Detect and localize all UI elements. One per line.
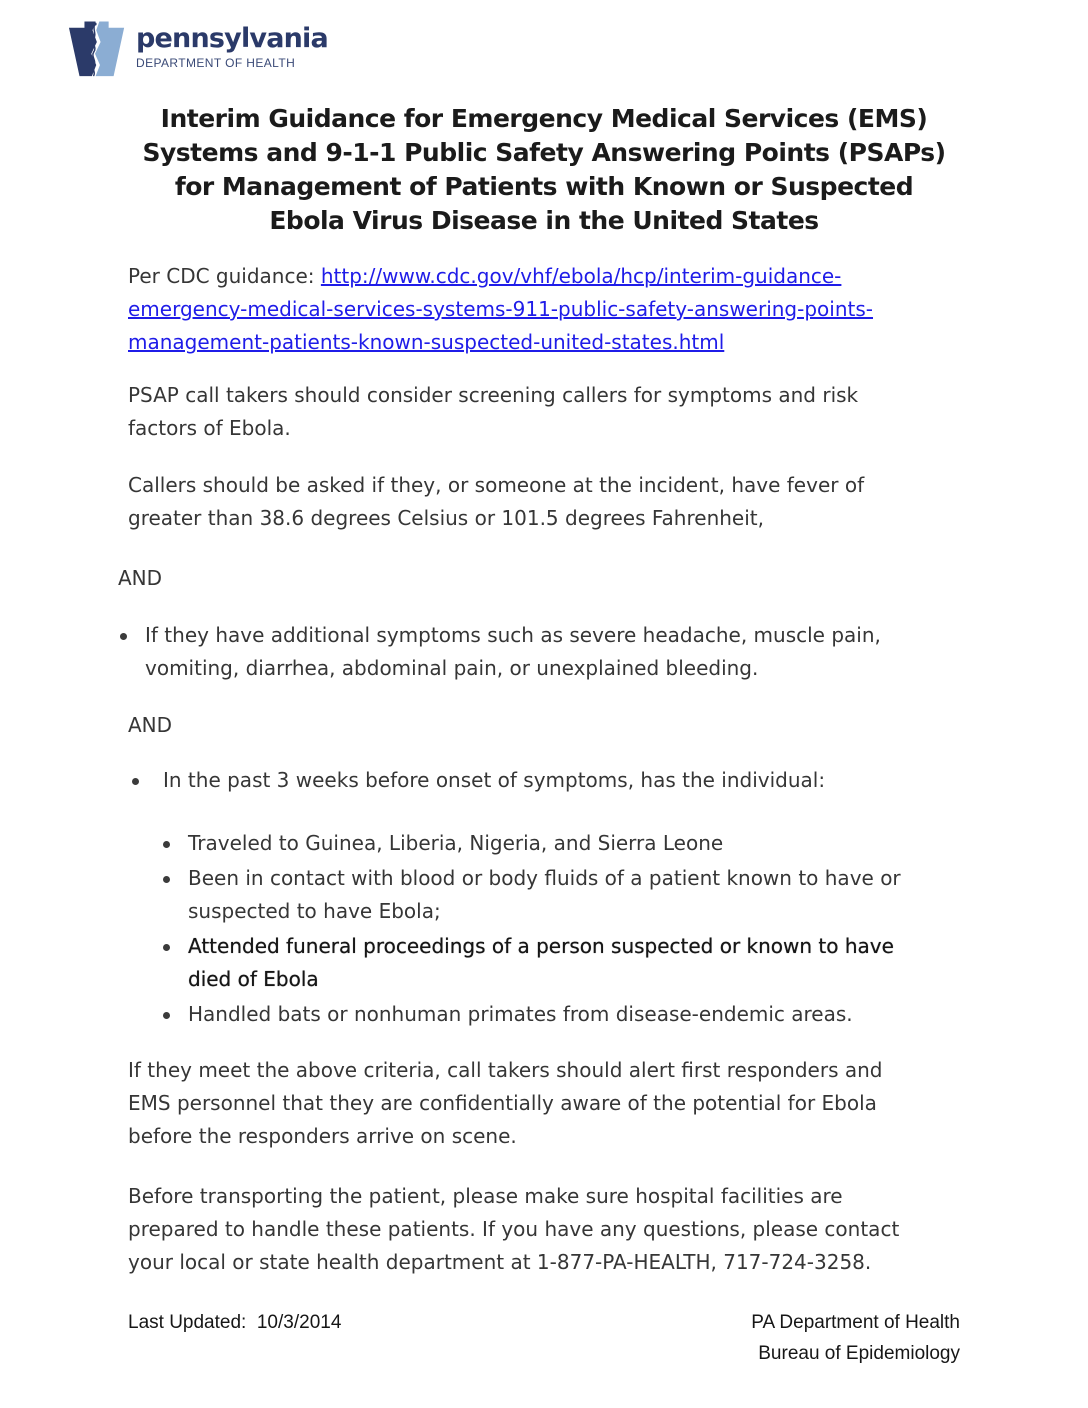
bullet-line: If they have additional symptoms such as severe headache, muscle pain, <box>145 623 881 647</box>
bullet-line: died of Ebola <box>188 967 319 991</box>
title-line: Systems and 9-1-1 Public Safety Answering Points (PSAPs) <box>142 138 946 167</box>
bullet-dot <box>163 876 170 883</box>
title-line: Interim Guidance for Emergency Medical Services (EMS) <box>160 104 928 133</box>
paragraph-line: PSAP call takers should consider screening callers for symptoms and risk <box>128 383 859 407</box>
cdc-guidance-line <box>128 260 960 293</box>
document-title <box>0 102 1088 238</box>
cdc-guidance-link[interactable]: management-patients-known-suspected-united-states.html <box>128 330 725 354</box>
footer-org-line: Bureau of Epidemiology <box>758 1343 960 1364</box>
bullet-line: Been in contact with blood or body fluids of a patient known to have or <box>188 866 901 890</box>
paragraph-line: Before transporting the patient, please make sure hospital facilities are <box>128 1184 843 1208</box>
last-updated-text: Last Updated: 10/3/2014 <box>128 1312 342 1333</box>
bullet-line: vomiting, diarrhea, abdominal pain, or unexplained bleeding. <box>145 656 759 680</box>
paragraph-line: EMS personnel that they are confidentially aware of the potential for Ebola <box>128 1091 877 1115</box>
logo-brand-text: pennsylvania <box>136 23 328 54</box>
paragraph-line: If they meet the above criteria, call takers should alert first responders and <box>128 1058 883 1082</box>
funeral-sub-bullet <box>163 930 960 996</box>
cdc-guidance-link[interactable]: emergency-medical-services-systems-911-public-safety-answering-points- <box>128 297 873 321</box>
fever-criteria-paragraph <box>128 469 960 535</box>
bullet-text <box>145 619 881 685</box>
bullet-text <box>188 930 894 996</box>
bullet-dot <box>163 1012 170 1019</box>
bullet-text <box>188 862 901 928</box>
paragraph-line: greater than 38.6 degrees Celsius or 101.5 degrees Fahrenheit, <box>128 506 764 530</box>
and-separator-1: AND <box>118 566 163 590</box>
symptoms-bullet-item <box>120 619 960 685</box>
bats-sub-bullet <box>163 998 960 1031</box>
paragraph-line: prepared to handle these patients. If you have any questions, please contact <box>128 1217 900 1241</box>
bullet-line: Traveled to Guinea, Liberia, Nigeria, and Sierra Leone <box>188 831 724 855</box>
page-footer <box>128 1307 960 1369</box>
bullet-line: Attended funeral proceedings of a person suspected or known to have <box>188 934 894 958</box>
psap-screening-paragraph <box>128 379 960 445</box>
alert-responders-paragraph <box>128 1054 960 1153</box>
cdc-guidance-paragraph <box>128 260 960 359</box>
bullet-dot <box>120 633 127 640</box>
keystone-caduceus-icon <box>64 16 126 86</box>
cdc-guidance-line <box>128 326 960 359</box>
bullet-dot <box>163 841 170 848</box>
title-line: Ebola Virus Disease in the United States <box>269 206 819 235</box>
document-body <box>118 260 960 1279</box>
paragraph-line: Callers should be asked if they, or someone at the incident, have fever of <box>128 473 865 497</box>
cdc-guidance-prefix: Per CDC guidance: <box>128 264 321 288</box>
logo-subtitle-text: DEPARTMENT OF HEALTH <box>136 56 296 70</box>
paragraph-line: before the responders arrive on scene. <box>128 1124 517 1148</box>
travel-sub-bullet <box>163 827 960 860</box>
pa-doh-logo <box>64 16 1088 86</box>
footer-org <box>751 1307 960 1369</box>
bullet-line: Handled bats or nonhuman primates from disease-endemic areas. <box>188 1002 853 1026</box>
exposure-history-bullet-item <box>132 764 960 797</box>
and-separator-2: AND <box>128 713 173 737</box>
footer-org-line: PA Department of Health <box>751 1312 960 1333</box>
bullet-line: suspected to have Ebola; <box>188 899 441 923</box>
bullet-text <box>163 764 825 797</box>
logo-wordmark <box>136 24 328 71</box>
paragraph-line: factors of Ebola. <box>128 416 291 440</box>
bullet-text <box>188 827 723 860</box>
bullet-line: In the past 3 weeks before onset of symptoms, has the individual: <box>163 768 826 792</box>
cdc-guidance-link[interactable]: http://www.cdc.gov/vhf/ebola/hcp/interim-guidance- <box>320 264 842 288</box>
title-line: for Management of Patients with Known or Suspected <box>174 172 914 201</box>
bullet-text <box>188 998 853 1031</box>
bullet-dot <box>163 944 170 951</box>
cdc-guidance-line <box>128 293 960 326</box>
paragraph-line: your local or state health department at 1-877-PA-HEALTH, 717-724-3258. <box>128 1250 872 1274</box>
contact-sub-bullet <box>163 862 960 928</box>
transport-contact-paragraph <box>128 1180 960 1279</box>
bullet-dot <box>132 778 139 785</box>
